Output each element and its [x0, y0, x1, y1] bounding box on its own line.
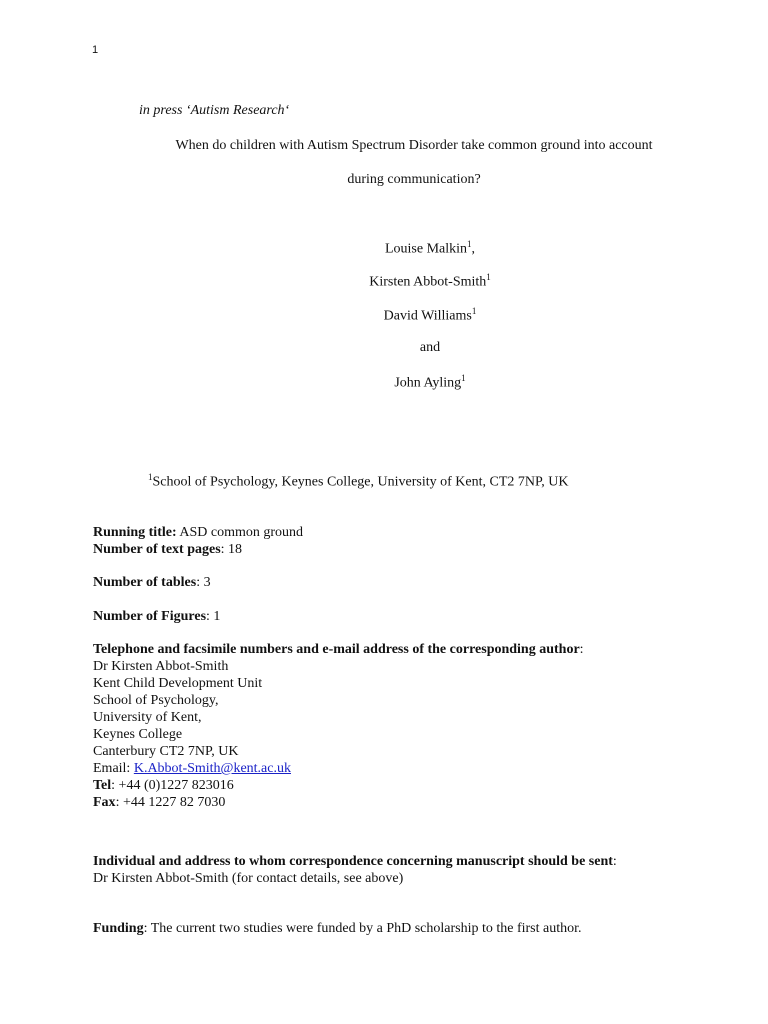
contact-heading [93, 641, 584, 658]
email-label: Email: [93, 761, 134, 776]
author-3 [80, 306, 768, 325]
fax-value: : +44 1227 82 7030 [115, 795, 226, 810]
figures-label: Number of Figures [93, 609, 207, 624]
running-title-label: Running title: [93, 525, 177, 540]
author-name: and [419, 340, 441, 355]
tel-value: : +44 (0)1227 823016 [111, 778, 234, 793]
correspondence-heading-text: Individual and address to whom correspondence concerning manuscript should be sent [93, 854, 613, 869]
affiliation [148, 472, 568, 491]
correspondence-section [93, 853, 617, 887]
author-name: David Williams [383, 308, 472, 324]
tables-count [93, 574, 211, 591]
contact-line: University of Kent, [93, 710, 202, 725]
text-pages-label: Number of text pages [93, 542, 221, 557]
correspondence-heading-suffix: : [612, 854, 617, 869]
affiliation-text: School of Psychology, Keynes College, University of Kent, CT2 7NP, UK [152, 474, 569, 490]
fax-label: Fax [93, 795, 116, 810]
correspondence-text: Dr Kirsten Abbot-Smith (for contact details, see above) [93, 871, 404, 886]
contact-line: Dr Kirsten Abbot-Smith [93, 659, 229, 674]
paper-title-line-2: during communication? [347, 172, 481, 187]
running-title [93, 524, 303, 541]
running-title-value: ASD common ground [176, 525, 304, 540]
author-separator: , [471, 241, 476, 257]
funding-label: Funding [93, 921, 144, 936]
author-affiliation-mark: 1 [461, 373, 466, 383]
affiliation-mark: 1 [148, 472, 153, 482]
author-name: Louise Malkin [384, 241, 468, 257]
author-2 [80, 272, 768, 291]
contact-heading-suffix: : [579, 642, 584, 657]
figures-count [93, 608, 220, 625]
correspondence-heading [93, 853, 617, 870]
author-name: Kirsten Abbot-Smith [369, 274, 487, 290]
figures-value: : 1 [206, 609, 221, 624]
page-number: 1 [92, 44, 99, 56]
manuscript-info [93, 524, 303, 558]
text-pages-value: : 18 [220, 542, 243, 557]
funding-text: : The current two studies were funded by a PhD scholarship to the first author. [143, 921, 582, 936]
fax-line [93, 794, 584, 811]
tables-label: Number of tables [93, 575, 197, 590]
contact-line: School of Psychology, [93, 693, 219, 708]
funding-statement [93, 920, 582, 937]
email-link[interactable]: K.Abbot-Smith@kent.ac.uk [133, 761, 291, 776]
email-line [93, 760, 584, 777]
contact-heading-text: Telephone and facsimile numbers and e-mail address of the corresponding author [93, 642, 580, 657]
author-affiliation-mark: 1 [486, 272, 491, 282]
author-conjunction [80, 340, 768, 356]
paper-title-line-1: When do children with Autism Spectrum Disorder take common ground into account [175, 138, 653, 153]
in-press-note: in press ‘Autism Research‘ [139, 103, 290, 118]
author-name: John Ayling [394, 375, 462, 391]
contact-line: Canterbury CT2 7NP, UK [93, 744, 239, 759]
tel-label: Tel [93, 778, 112, 793]
contact-line: Keynes College [93, 727, 183, 742]
author-affiliation-mark: 1 [467, 239, 472, 249]
author-affiliation-mark: 1 [471, 306, 477, 316]
author-1 [80, 239, 768, 258]
contact-line: Kent Child Development Unit [93, 676, 263, 691]
author-4 [80, 373, 768, 392]
telephone-line [93, 777, 584, 794]
tables-value: : 3 [196, 575, 211, 590]
contact-section [93, 641, 584, 811]
text-pages-count [93, 541, 303, 558]
